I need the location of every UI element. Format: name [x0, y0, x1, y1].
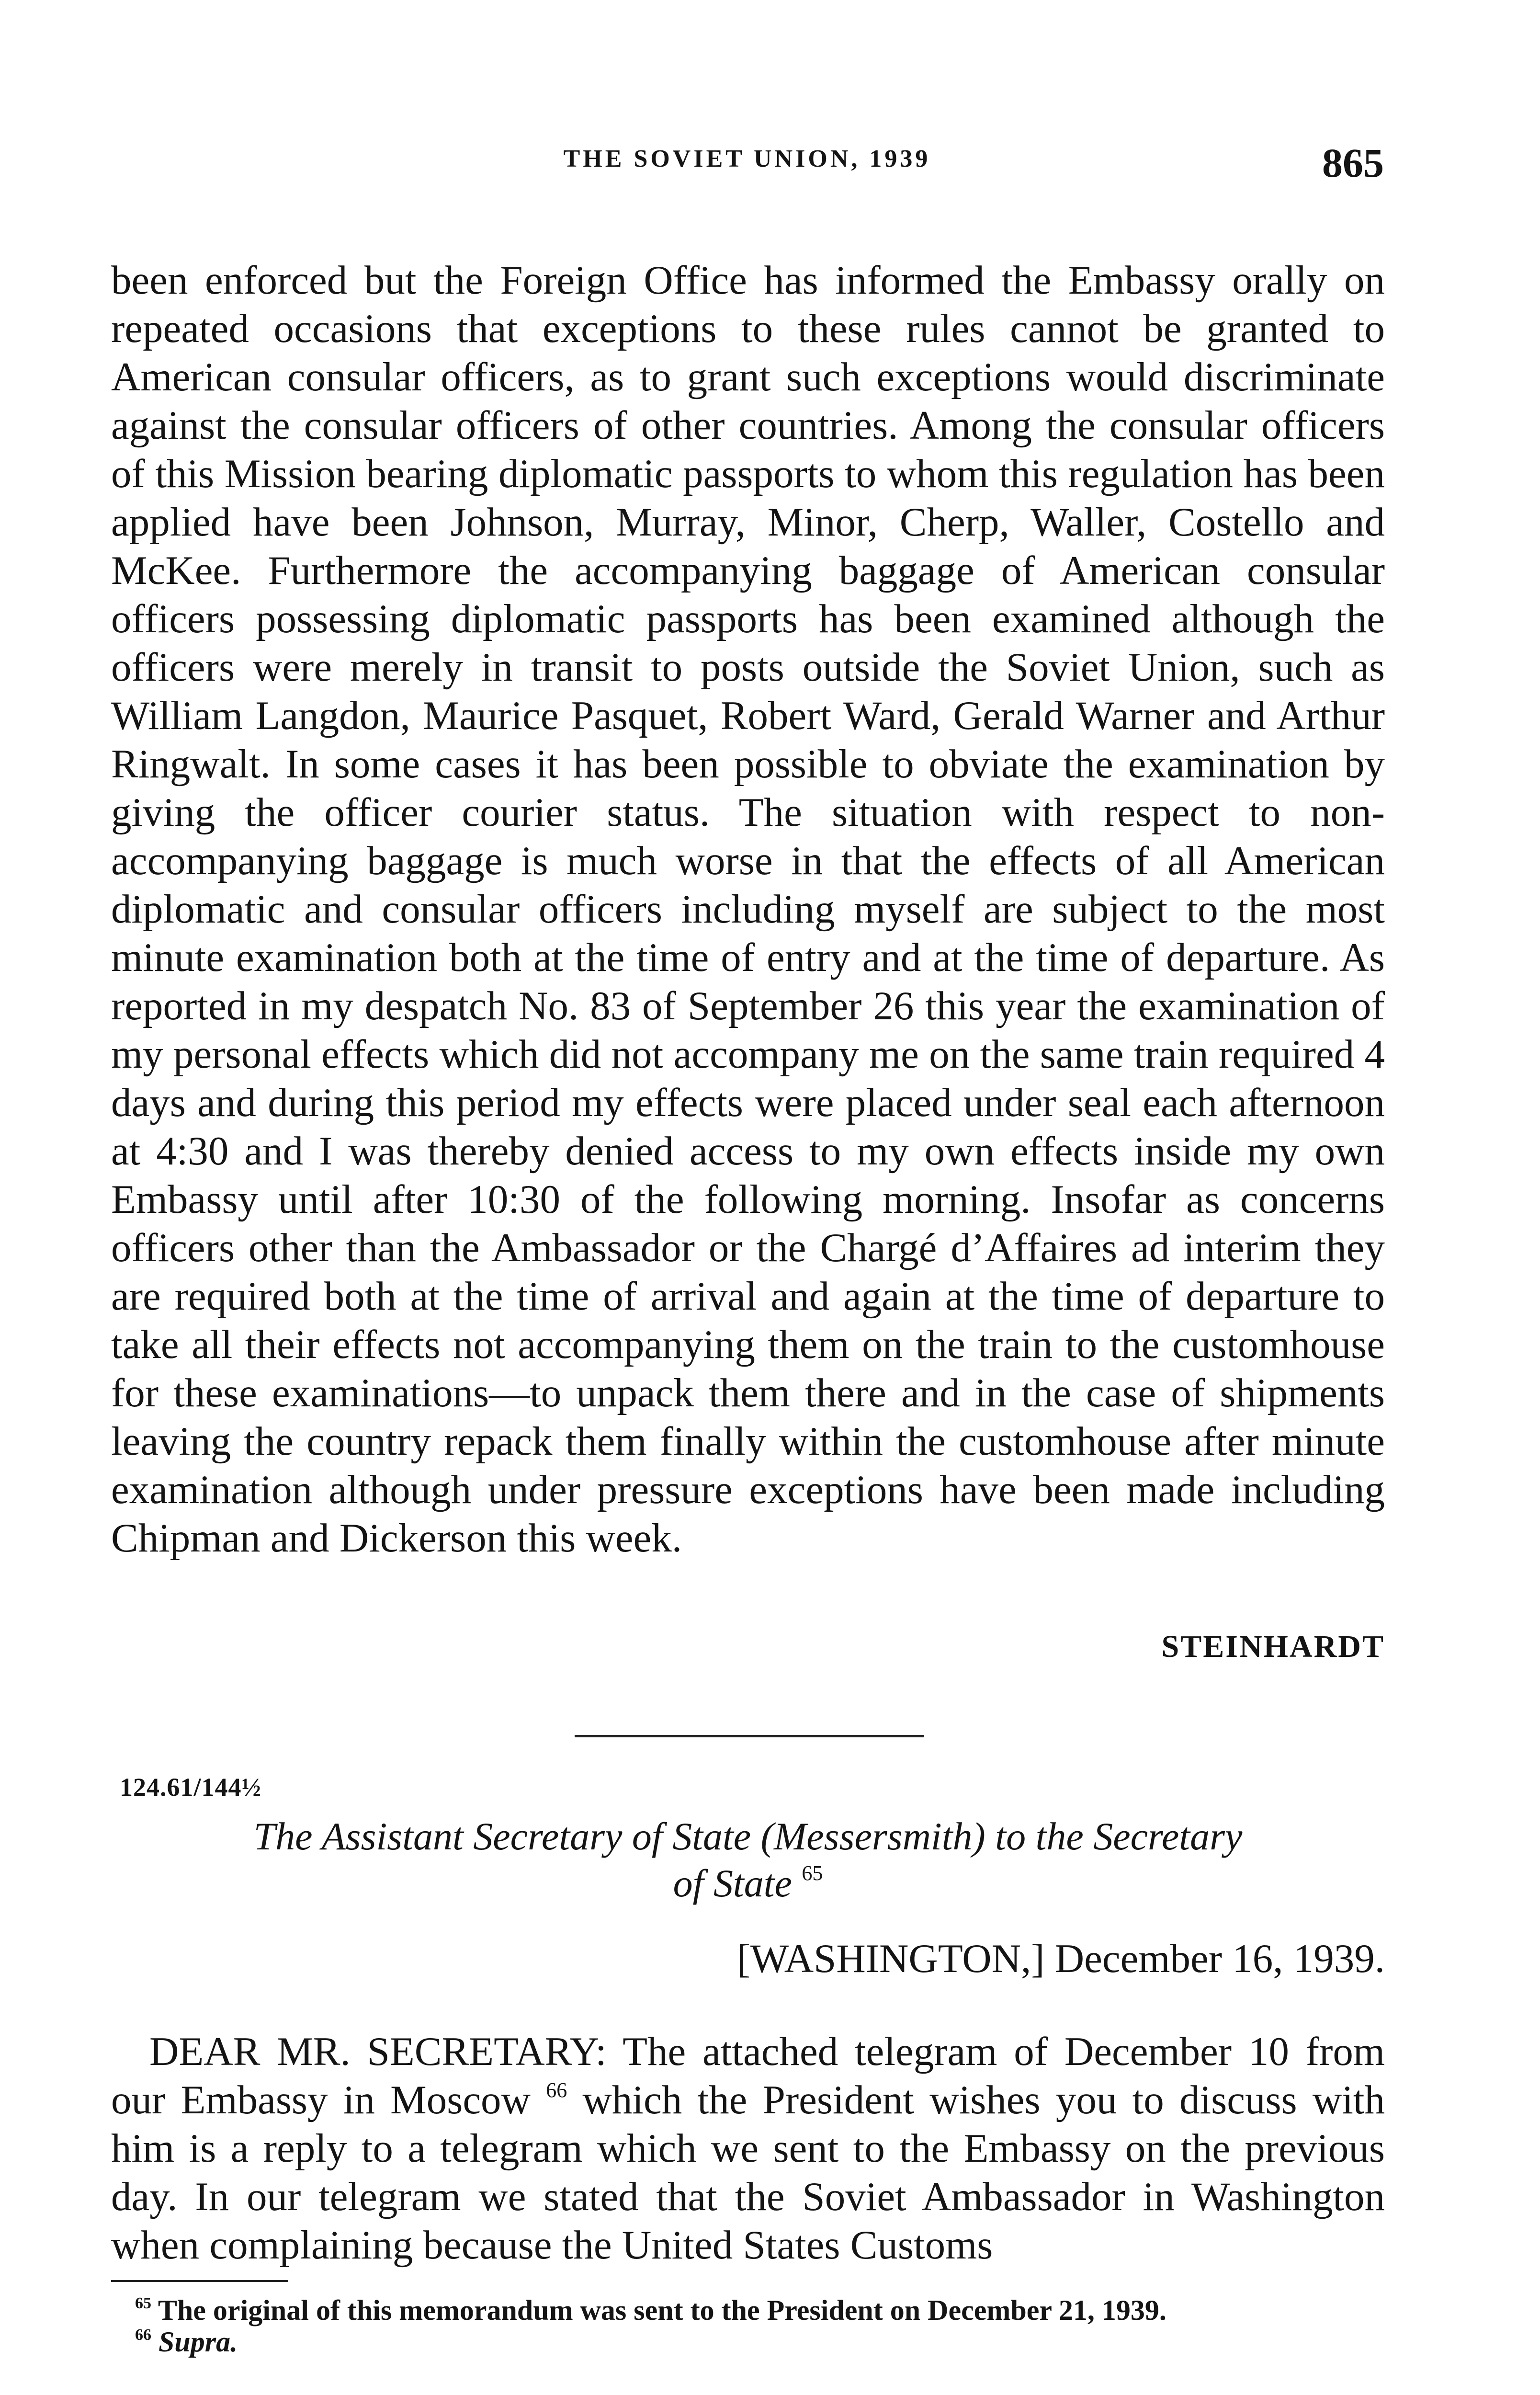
footnotes [111, 2294, 1385, 2358]
footnote-text: The original of this memorandum was sent to the President on December 21, 1939. [151, 2294, 1166, 2326]
letter-text-before-note: The attached telegram of December 10 from our Embassy in Moscow [111, 2029, 1385, 2122]
dateline: [WASHINGTON,] December 16, 1939. [736, 1936, 1385, 1981]
letter-paragraph [111, 2028, 1385, 2270]
footnote-text: Supra. [151, 2326, 238, 2358]
footnote-66 [111, 2326, 1385, 2358]
running-head [110, 139, 1384, 196]
footnote-65 [111, 2294, 1385, 2326]
file-number: 124.61/144½ [120, 1773, 262, 1802]
running-title: THE SOVIET UNION, 1939 [563, 145, 931, 172]
heading-footnote-ref: 65 [802, 1861, 823, 1885]
page-number: 865 [1322, 140, 1384, 186]
footnote-number: 66 [135, 2326, 151, 2344]
continuation-paragraph: been enforced but the Foreign Office has informed the Embassy orally on repeated occasions that exceptions to these rules cannot be granted to American consular officers, as to grant such exceptions would discriminate against the consular officers of other countries. Among the consular officers of this Mission bearing diplomatic passports to whom this regulation has been applied have been Johnson, Murray, Minor, Cherp, Waller, Costello and McKee. Furthermore the accompanying baggage of American consular officers possessing diplomatic passports has been examined although the officers were merely in transit to posts outside the Soviet Union, such as William Langdon, Maurice Pasquet, Robert Ward, Gerald Warner and Arthur Ringwalt. In some cases it has been possible to obviate the examination by giving the officer courier status. The situation with respect to non-accompanying baggage is much worse in that the effects of all American diplomatic and consular officers including myself are subject to the most minute examination both at the time of entry and at the time of departure. As reported in my despatch No. 83 of September 26 this year the examination of my personal effects which did not accompany me on the same train required 4 days and during this period my effects were placed under seal each afternoon at 4:30 and I was thereby denied access to my own effects inside my own Embassy until after 10:30 of the following morning. Insofar as concerns officers other than the Ambassador or the Chargé d’Affaires ad interim they are required both at the time of arrival and again at the time of departure to take all their effects not accompanying them on the train to the customhouse for these examinations—to unpack them there and in the case of shipments leaving the country repack them finally within the customhouse after minute examination although under pressure exceptions have been made including Chipman and Dickerson this week. [111, 258, 1385, 1561]
salutation: DEAR MR. SECRETARY: [149, 2029, 607, 2074]
document-heading-line2 [111, 1860, 1385, 1907]
section-divider [575, 1735, 924, 1737]
document-heading [111, 1813, 1385, 1907]
footnote-rule [111, 2280, 288, 2282]
letter-text-after-note: which the President wishes you to discuss with him is a reply to a telegram which we sent to the Embassy on the previous day. In our telegram we stated that the Soviet Ambassador in Washington when complaining because the United States Customs [111, 2077, 1385, 2268]
document-heading-line1: The Assistant Secretary of State (Messersmith) to the Secretary [253, 1814, 1243, 1858]
document-heading-line2-text: of State [673, 1861, 792, 1905]
footnote-number: 65 [135, 2294, 151, 2312]
letter-footnote-ref: 66 [546, 2078, 567, 2102]
signature: STEINHARDT [1161, 1629, 1385, 1664]
